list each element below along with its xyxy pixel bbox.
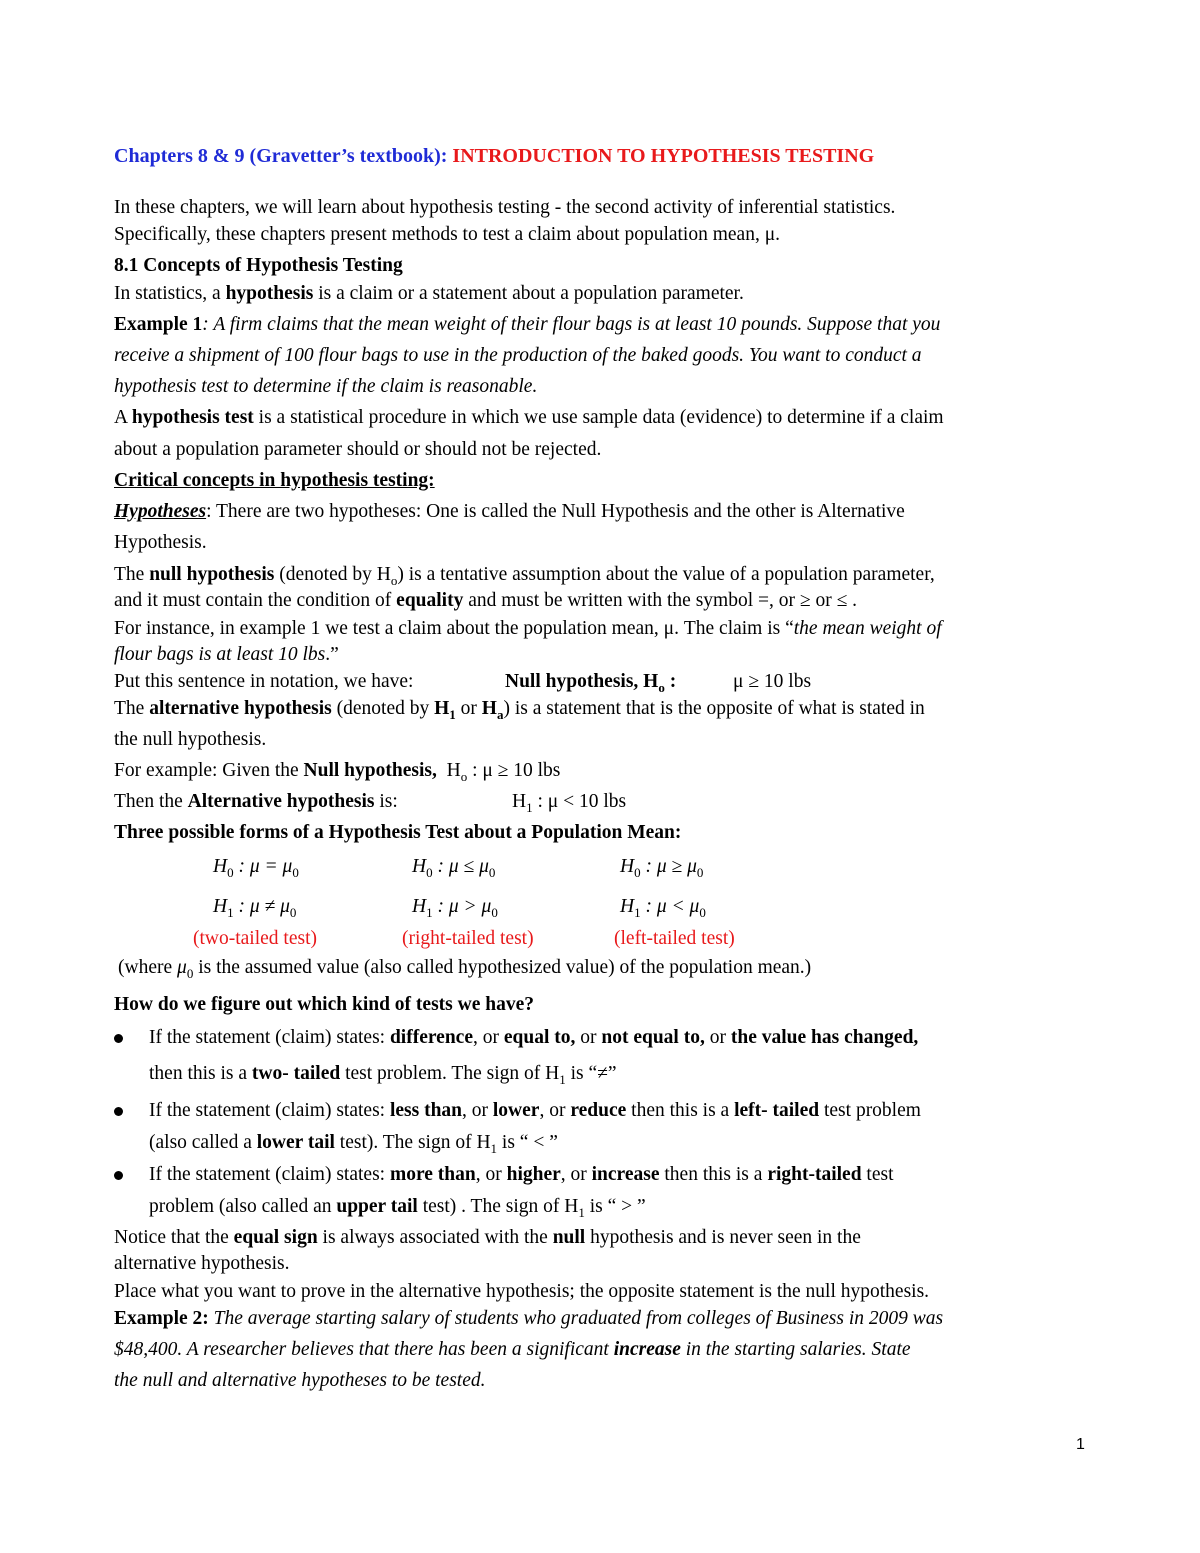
- figure-heading: How do we figure out which kind of tests we have?: [114, 994, 534, 1015]
- critical-concepts-heading: Critical concepts in hypothesis testing:: [114, 470, 435, 491]
- left-tailed-label: (left-tailed test): [614, 928, 735, 949]
- null-definition-line-2: and it must contain the condition of equality and must be written with the symbol =, or ≥ or ≤ .: [114, 590, 858, 611]
- bullet-1-line-2: then this is a two- tailed test problem. The sign of $H_1$ is “≠”: [149, 1063, 617, 1087]
- left-tailed-h0: $H_0$ : $\mu \ge \mu_0$: [620, 856, 704, 880]
- bullet-dot: [114, 1034, 123, 1043]
- bullet-dot: [114, 1171, 123, 1180]
- example-null-line: For example: Given the Null hypothesis, $H_o$ : μ ≥ 10 lbs: [114, 760, 561, 784]
- intro-line-1: In these chapters, we will learn about hypothesis testing - the second activity of inferential statistics.: [114, 197, 896, 218]
- example-2-line-2: $48,400. A researcher believes that there has been a significant increase in the starting salaries. State: [114, 1339, 911, 1360]
- right-tailed-label: (right-tailed test): [402, 928, 534, 949]
- intro-line-2: Specifically, these chapters present methods to test a claim about population mean, μ.: [114, 224, 781, 245]
- alt-definition-line-1: The alternative hypothesis (denoted by $H_1$ or $H_a$) is a statement that is the opposite of what is stated in: [114, 698, 925, 722]
- instance-line-1: For instance, in example 1 we test a claim about the population mean, μ. The claim is “the mean weight of: [114, 618, 942, 639]
- hypothesis-definition: In statistics, a hypothesis is a claim or a statement about a population parameter.: [114, 283, 744, 304]
- hypothesis-test-definition: A hypothesis test is a statistical procedure in which we use sample data (evidence) to determine if a claim: [114, 407, 944, 428]
- hypotheses-line-2: Hypothesis.: [114, 532, 207, 553]
- example-1-line-1: Example 1: A firm claims that the mean weight of their flour bags is at least 10 pounds. Suppose that you: [114, 314, 941, 335]
- example-1-line-3: hypothesis test to determine if the claim is reasonable.: [114, 376, 538, 397]
- bullet-3-line-2: problem (also called an upper tail test) . The sign of $H_1$ is “ > ”: [149, 1196, 646, 1220]
- null-definition-line-1: The null hypothesis (denoted by $H_o$) is a tentative assumption about the value of a population parameter,: [114, 564, 935, 588]
- bullet-dot: [114, 1107, 123, 1116]
- bullet-2-line-2: (also called a lower tail test). The sign of $H_1$ is “ < ”: [149, 1132, 558, 1156]
- where-note: (where $\mu_0$ is the assumed value (also called hypothesized value) of the population mean.): [118, 957, 812, 981]
- example-alt-line: Then the Alternative hypothesis is:: [114, 791, 398, 812]
- alt-definition-line-2: the null hypothesis.: [114, 729, 267, 750]
- bullet-3-line-1: If the statement (claim) states: more than, or higher, or increase then this is a right-tailed test: [149, 1164, 894, 1185]
- bullet-1-line-1: If the statement (claim) states: difference, or equal to, or not equal to, or the value has changed,: [149, 1027, 919, 1048]
- example-alt-expression: $H_1$ : μ < 10 lbs: [512, 791, 627, 815]
- forms-heading: Three possible forms of a Hypothesis Test about a Population Mean:: [114, 822, 682, 843]
- hypothesis-test-definition-2: about a population parameter should or should not be rejected.: [114, 439, 602, 460]
- right-tailed-h0: $H_0$ : $\mu \le \mu_0$: [412, 856, 496, 880]
- two-tailed-h0: $H_0$ : $\mu = \mu_0$: [213, 856, 299, 880]
- two-tailed-label: (two-tailed test): [193, 928, 317, 949]
- example-1-line-2: receive a shipment of 100 flour bags to use in the production of the baked goods. You want to conduct a: [114, 345, 922, 366]
- title-topic: INTRODUCTION TO HYPOTHESIS TESTING: [452, 145, 875, 167]
- example-2-line-3: the null and alternative hypotheses to be tested.: [114, 1370, 486, 1391]
- section-heading: 8.1 Concepts of Hypothesis Testing: [114, 255, 403, 276]
- notation-null: Null hypothesis, $H_o$ :: [505, 671, 677, 695]
- notice-line-2: alternative hypothesis.: [114, 1253, 290, 1274]
- notation-intro: Put this sentence in notation, we have:: [114, 671, 414, 692]
- title-chapters: Chapters 8 & 9 (Gravetter’s textbook):: [114, 145, 448, 167]
- example-2-line-1: Example 2: The average starting salary of students who graduated from colleges of Business in 2009 was: [114, 1308, 944, 1329]
- two-tailed-h1: $H_1$ : $\mu \ne \mu_0$: [213, 896, 297, 920]
- page-title: [114, 145, 874, 167]
- left-tailed-h1: $H_1$ : $\mu < \mu_0$: [620, 896, 706, 920]
- instance-line-2: flour bags is at least 10 lbs.”: [114, 644, 339, 665]
- bullet-2-line-1: If the statement (claim) states: less than, or lower, or reduce then this is a left- tailed test problem: [149, 1100, 921, 1121]
- notice-line-1: Notice that the equal sign is always associated with the null hypothesis and is never seen in the: [114, 1227, 861, 1248]
- notation-expression: μ ≥ 10 lbs: [733, 671, 812, 692]
- place-note: Place what you want to prove in the alternative hypothesis; the opposite statement is the null hypothesis.: [114, 1281, 930, 1302]
- page-number: 1: [1076, 1436, 1085, 1453]
- right-tailed-h1: $H_1$ : $\mu > \mu_0$: [412, 896, 498, 920]
- hypotheses-line-1: Hypotheses: There are two hypotheses: One is called the Null Hypothesis and the other is Alternative: [114, 501, 905, 522]
